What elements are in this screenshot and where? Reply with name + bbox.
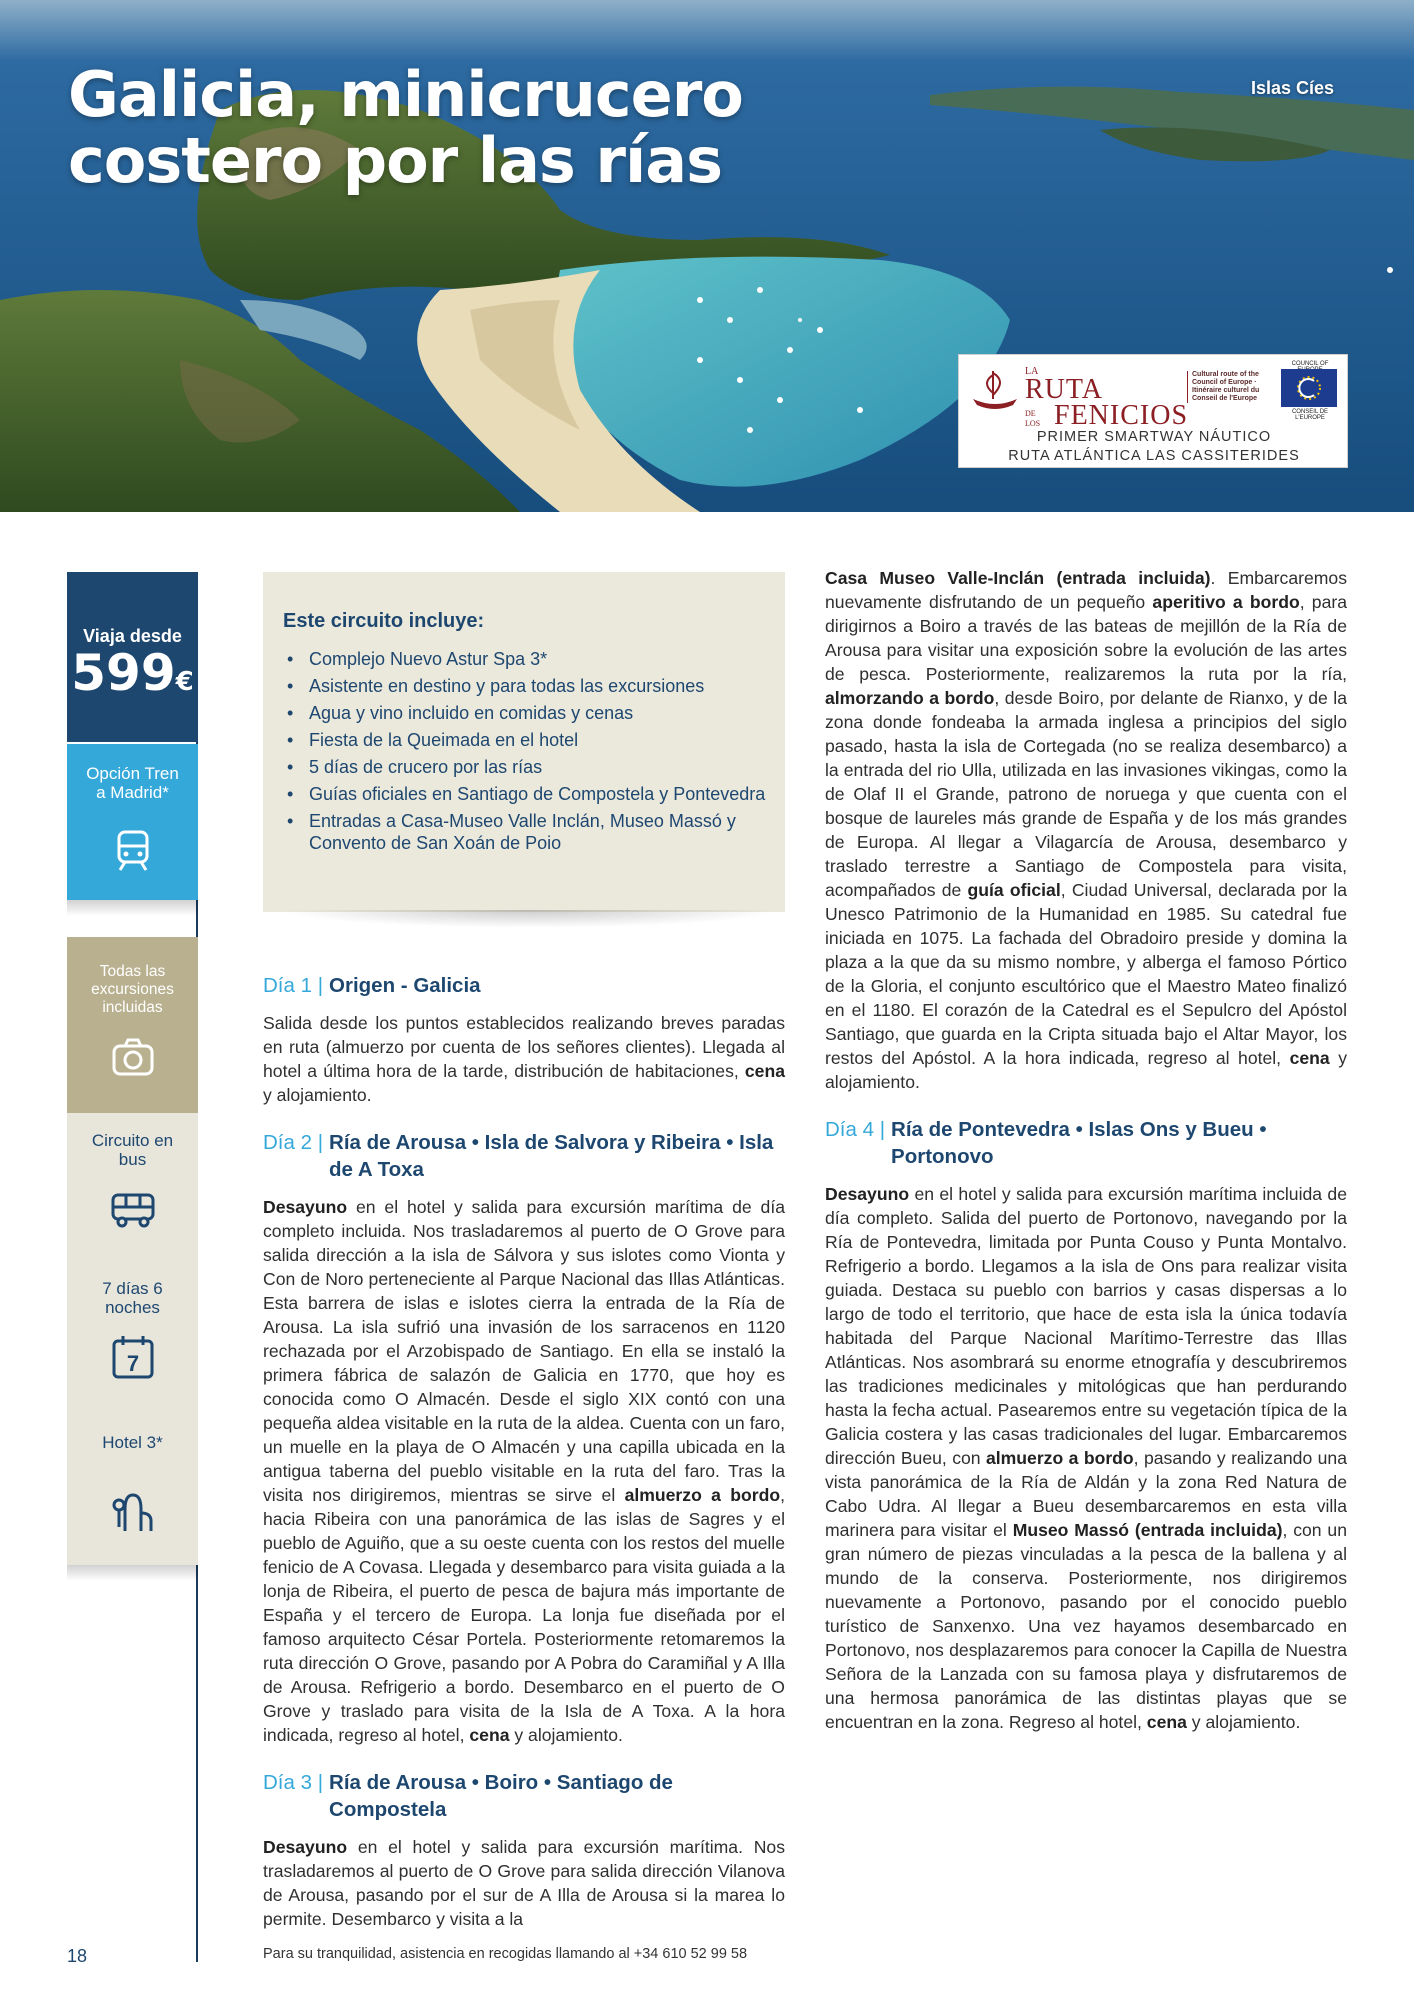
photo-caption: Islas Cíes — [1250, 78, 1334, 98]
logo-de-los: DE LOS — [1025, 409, 1041, 428]
list-item: • Asistente en destino y para todas las excursiones — [283, 675, 773, 697]
council-of-europe-flag-icon — [1281, 369, 1337, 407]
day-text: Desayuno en el hotel y salida para excursión marítima incluida de día completo. Salida del puerto de Portonovo, navegando por la Ría de Pontevedra, limitada por Punta Couso y Punta Montalvo. Refrigerio a bordo. Llegamos a la isla de Ons para realizar visita guiada. Destaca su pueblo con barrios y casas dispersas a lo largo de todo el territorio, que hace de esta isla la única todavía habitada del Parque Nacional Marítimo-Terrestre das Illas Atlánticas. Nos asombrará su enorme etnografía y descubriremos las tradiciones medicinales y mitológicas que han perdurando hasta la fecha actual. Pasearemos entre su vegetación típica de la Galicia costera y las casas tradicionales del lugar. Embarcaremos dirección Bueu, con almuerzo a bordo, pasando y realizando una vista panorámica de la Ría de Aldán y la zona Red Natura de Cabo Udra. Al llegar a Bueu desembarcaremos en esta villa marinera para visitar el Museo Massó (entrada incluida), con un gran número de piezas vinculadas a la pesca de la ballena y al mundo de la conserva. Posteriormente, nos dirigiremos nuevamente a Portonovo, pasando por el conocido pueblo turístico de Sanxenxo. Una vez hayamos desembarcado en Portonovo, nos desplazaremos para conocer la Capilla de Nuestra Señora de la Lanzada con su famosa playa y disfrutaremos de una hermosa panorámica de las distintas playas que se encuentran en la zona. Regreso al hotel, cena y alojamiento. — [825, 1184, 1348, 1732]
day-number: Día 2 | — [263, 1131, 324, 1154]
logo-ruta: RUTA — [1025, 374, 1103, 405]
list-item: • Entradas a Casa-Museo Valle Inclán, Museo Massó y Convento de San Xoán de Poio — [283, 810, 773, 854]
ruta-fenicios-logo — [958, 354, 1348, 468]
hero-image — [0, 0, 1414, 512]
day-heading — [825, 1116, 1347, 1170]
day-title: Ría de Arousa • Boiro • Santiago de Compostela — [329, 1771, 673, 1821]
bus-icon — [109, 1185, 157, 1233]
itinerary-column-left — [263, 972, 785, 1941]
ship-icon — [969, 365, 1021, 415]
day-3-text-a: en el hotel y salida para excursión marítima. Nos trasladaremos al puerto de O Grove para salida dirección Vilanova de Arousa, pasando por el sur de A Illa de Arousa si la marea lo permite. Desembarco y visita a la — [263, 1837, 785, 1929]
calendar-number: 7 — [126, 1351, 140, 1376]
price-badge — [67, 572, 198, 742]
logo-la: LA — [1025, 366, 1039, 377]
day-heading — [263, 972, 785, 999]
duration-label: 7 días 6 noches — [102, 1279, 163, 1317]
day-text: Desayuno en el hotel y salida para excursión marítima de día completo incluida. Nos trasladaremos al puerto de O Grove para salida dirección a la isla de Sálvora y sus islotes como Vionta y Con de Noro perteneciente al Parque Nacional das Illas Atlánticas. Esta barrera de islas e islotes cierra la entrada de la Ría de Arousa. La isla sufrió una invasión de los sarracenos en 1120 rechazada por el Arzobispado de Santiago. En ella se instaló la primera fábrica de salazón de Galicia en 1770, que hoy es conocida como O Almacén. Desde el siglo XIX contó con una pequeña aldea visitable en la ruta de la aldea. Cuenta con un faro, un muelle en la playa de O Almacén y una capilla ubicada en la antigua taberna del pueblo visitable en la ruta del faro. Tras la visita nos dirigiremos, mientras se sirve el almuerzo a bordo, hacia Ribeira con una panorámica de las islas de Sagres y el pueblo de Aguiño, que a su oeste cuenta con los restos del muelle fenicio de A Covasa. Llegada y desembarco para visita guiada a la lonja de Ribeira, el puerto de pesca de bajura más importante de España y el tercero de Europa. La lonja fue diseñada por el famoso arquitecto César Portela. Posteriormente retomaremos la ruta dirección O Grove, pasando por A Pobra do Caramiñal y A Illa de Arousa. Refrigerio a bordo. Desembarco en el puerto de O Grove y traslado para visita de la Isla de A Toxa. A la hora indicada, regreso al hotel, cena y alojamiento. — [263, 1197, 785, 1745]
day-number: Día 1 | — [263, 974, 324, 997]
tab-shadow — [67, 1565, 198, 1581]
price-label: Viaja desde — [83, 626, 182, 646]
list-item: • Fiesta de la Queimada en el hotel — [283, 729, 773, 751]
page-number: 18 — [67, 1946, 88, 1966]
price-value: 599 — [71, 644, 176, 702]
day-text: Salida desde los puntos establecidos realizando breves paradas en ruta (almuerzo por cuenta de los señores clientes). Llegada al hotel a última hora de la tarde, distribución de habitaciones, cena y alojamiento. — [263, 1013, 785, 1105]
tab-shadow — [67, 900, 198, 916]
itinerary-column-right — [825, 566, 1347, 1756]
hotel-label: Hotel 3* — [102, 1433, 163, 1452]
all-excursions-label: Todas las excursiones incluidas — [91, 963, 174, 1016]
day-title: Origen - Galicia — [329, 974, 481, 997]
logo-wordmark — [1025, 367, 1188, 429]
list-item: • Agua y vino incluido en comidas y cenas — [283, 702, 773, 724]
logo-line-1: PRIMER SMARTWAY NÁUTICO — [1036, 429, 1272, 445]
day-number: Día 4 | — [825, 1118, 886, 1141]
day-heading — [263, 1129, 785, 1183]
train-option-label: Opción Tren a Madrid* — [86, 764, 179, 802]
includes-shadow — [280, 910, 780, 928]
logo-line-2: RUTA ATLÁNTICA LAS CASSITERIDES — [1008, 448, 1300, 464]
day-heading — [263, 1769, 785, 1823]
train-option-badge — [67, 744, 198, 900]
bus-label: Circuito en bus — [91, 1131, 174, 1169]
day-3-text-cont: Casa Museo Valle-Inclán (entrada incluida). Embarcaremos nuevamente disfrutando de un pequeño aperitivo a bordo, para dirigirnos a Boiro a través de las bateas de mejillón de la Ría de Arousa para visitar una exposición sobre la evolución de las artes de pesca. Posteriormente, realizaremos la ruta por la ría, almorzando a bordo, desde Boiro, por delante de Rianxo, y de la zona donde fondeaba la armada inglesa a principios del siglo pasado, hasta la isla de Cortegada (no se realiza desembarco) a la entrada del rio Ulla, utilizada en las invasiones vikingas, como la de Olaf II el Grande, patrono de noruega y que cuenta con el bosque de laureles más grande de España y de los más grandes de Europa. Al llegar a Vilagarcía de Arousa, desembarco y traslado terrestre a Santiago de Compostela para visita, acompañados de guía oficial, Ciudad Universal, declarada por la Unesco Patrimonio de la Humanidad en 1985. Su catedral fue iniciada en 1075. La fachada del Obradoiro preside y domina la plaza a la que da su mismo nombre, y alberga el famoso Pórtico de la Gloria, el conjunto escultórico que el Maestro Mateo finalizó en el 1180. El corazón de la Catedral es el Sepulcro del Apóstol Santiago, que guarda en la Cripta situada bajo el Altar Mayor, los restos del Apóstol. A la hora indicada, regreso al hotel, cena y alojamiento. — [825, 568, 1348, 1092]
includes-title: Este circuito incluye: — [283, 610, 485, 632]
day-number: Día 3 | — [263, 1771, 324, 1794]
includes-box — [263, 572, 785, 912]
day-2 — [263, 1129, 785, 1747]
assistance-phone-note: Para su tranquilidad, asistencia en recogidas llamando al +34 610 52 99 58 — [263, 1946, 748, 1962]
logo-cultural-route-text: Cultural route of the Council of Europe · Itinéraire culturel du Conseil de l'Europe — [1187, 371, 1267, 403]
day-text-start: Desayuno en el hotel y salida para excursión marítima. Nos trasladaremos al puerto de O Grove para salida dirección Vilanova de Arousa, pasando por el sur de A Illa de Arousa si la marea lo permite. Desembarco y visita a la — [263, 1837, 785, 1929]
includes-list — [283, 648, 773, 859]
camera-icon — [109, 1033, 157, 1081]
title-line-2: costero por las rías — [68, 124, 722, 197]
day-1 — [263, 972, 785, 1107]
day-title: Ría de Pontevedra • Islas Ons y Bueu • Portonovo — [891, 1118, 1267, 1168]
list-item: • Guías oficiales en Santiago de Compostela y Pontevedra — [283, 783, 773, 805]
day-3 — [263, 1769, 785, 1931]
calendar-icon — [109, 1333, 157, 1381]
list-item: • Complejo Nuevo Astur Spa 3* — [283, 648, 773, 670]
hotel-icon — [109, 1487, 157, 1535]
day-title: Ría de Arousa • Isla de Salvora y Ribeira • Isla de A Toxa — [329, 1131, 774, 1181]
list-item: • 5 días de crucero por las rías — [283, 756, 773, 778]
logo-header — [967, 361, 1339, 431]
coe-label-bottom: CONSEIL DE L'EUROPE — [1291, 409, 1329, 421]
logo-fenicios: FENICIOS — [1054, 400, 1189, 431]
train-icon — [109, 826, 157, 874]
title-line-1: Galicia, minicrucero — [68, 58, 743, 131]
price-value-wrap — [67, 644, 198, 702]
trip-facts-panel — [67, 1113, 198, 1565]
coe-label-top: COUNCIL OF — [1291, 361, 1329, 367]
page-title — [68, 58, 868, 197]
day-4 — [825, 1116, 1347, 1734]
price-currency: € — [175, 667, 194, 697]
all-excursions-badge — [67, 937, 198, 1113]
